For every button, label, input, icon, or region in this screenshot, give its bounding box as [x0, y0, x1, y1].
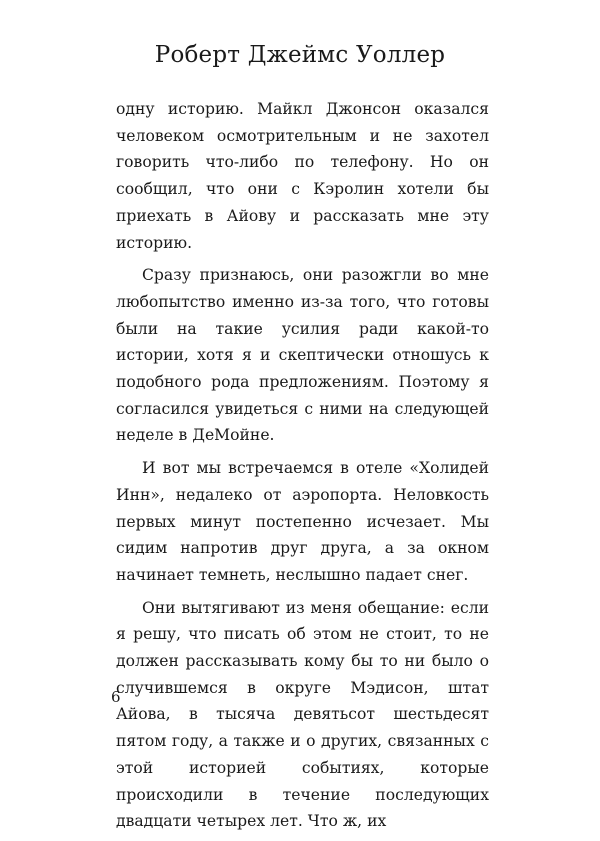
running-head-author: Роберт Джеймс Уоллер	[154, 42, 446, 68]
paragraph-3: И вот мы встречаемся в отеле «Холидей Инн», недалеко от аэропорта. Неловкость первых минут постепенно исчезает. Мы сидим напротив друг друга, а за окном начинает темнеть, неслышно падает снег.	[116, 459, 489, 584]
paragraph-2: Сразу признаюсь, они разожгли во мне любопытство именно из-за того, что готовы были на такие усилия ради какой-то истории, хотя я и скептически отношусь к подобного рода предложениям. Поэтому я согласился увидеться с ними на следующей неделе в ДеМойне.	[116, 266, 489, 445]
paragraph-1: одну историю. Майкл Джонсон оказался человеком осмотрительным и не захотел говорить что-либо по телефону. Но он сообщил, что они с Кэролин хотели бы приехать в Айову и рассказать мне эту историю.	[116, 100, 489, 252]
paragraph-4: Они вытягивают из меня обещание: если я решу, что писать об этом не стоит, то не должен рассказывать кому бы то ни было о случившемся в округе Мэдисон, штат Айова, в тысяча девятьсот шестьдесят пятом году, а также и о других, связанных с этой историей событиях, которые происходили в течение последующих двадцати четырех лет. Что ж, их	[116, 598, 489, 831]
page-number: 6	[111, 688, 121, 706]
body-text	[116, 96, 489, 841]
